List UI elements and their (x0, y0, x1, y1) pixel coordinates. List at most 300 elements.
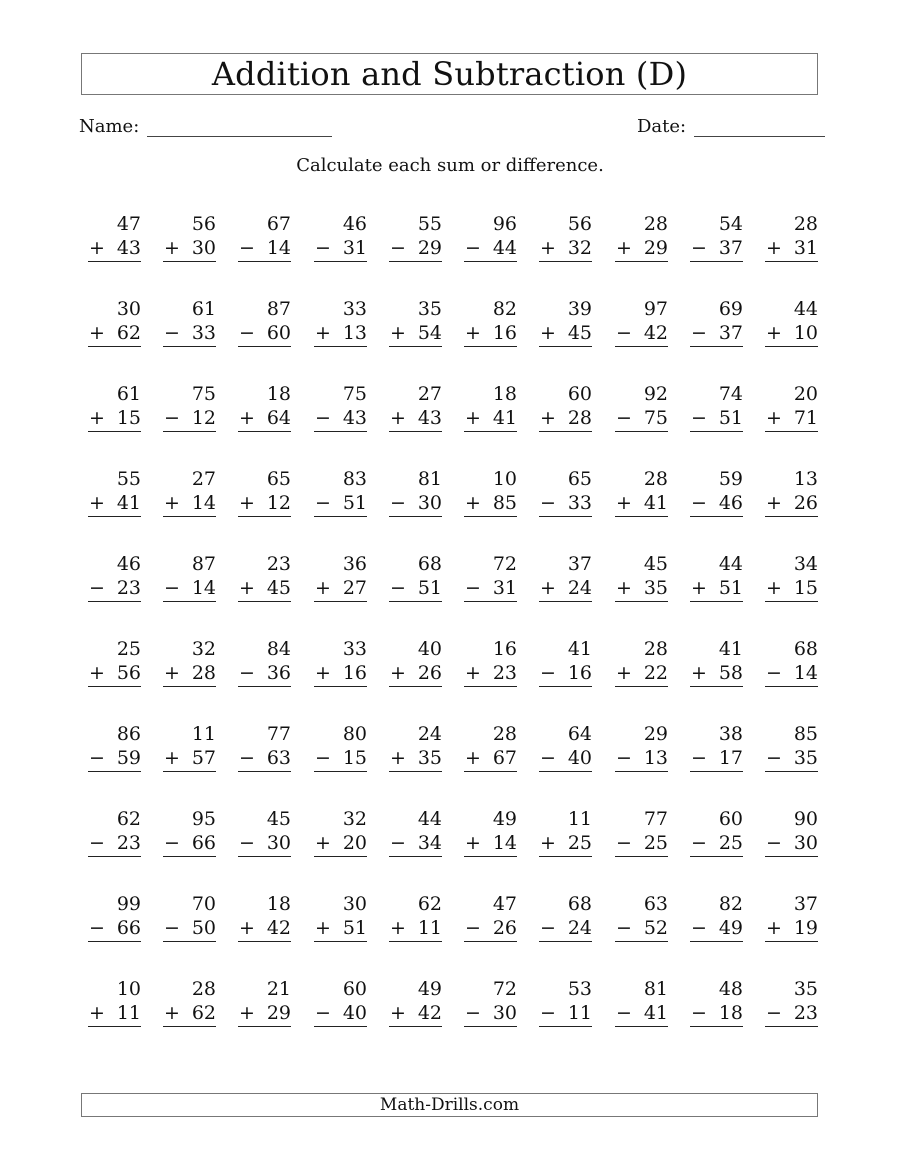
problem-top-number: 95 (191, 808, 216, 830)
problem-6-4 (314, 637, 367, 687)
problem-9-9 (690, 892, 743, 942)
problem-bottom-line (238, 831, 291, 857)
problem-top-number: 24 (417, 723, 442, 745)
problem-top-number: 44 (793, 298, 818, 320)
problem-bottom-number: 40 (567, 747, 592, 769)
problem-top-number: 74 (718, 383, 743, 405)
problem-bottom-line (615, 491, 668, 517)
problem-bottom-line (765, 916, 818, 942)
problem-8-8 (615, 807, 668, 857)
problem-top-number: 30 (116, 298, 141, 320)
problem-3-4 (314, 382, 367, 432)
problem-bottom-number: 36 (266, 662, 291, 684)
problem-5-3 (238, 552, 291, 602)
problem-bottom-number: 24 (567, 917, 592, 939)
problem-7-7 (539, 722, 592, 772)
problem-operator: + (766, 577, 782, 599)
problem-bottom-number: 25 (718, 832, 743, 854)
problem-operator: + (691, 662, 707, 684)
problem-bottom-line (464, 406, 517, 432)
problem-bottom-line (163, 916, 216, 942)
problem-top-number: 18 (492, 383, 517, 405)
problem-bottom-number: 85 (492, 492, 517, 514)
problem-4-1 (88, 467, 141, 517)
problem-top-number: 75 (191, 383, 216, 405)
problem-bottom-number: 28 (191, 662, 216, 684)
problem-operator: − (691, 832, 707, 854)
problem-bottom-line (238, 746, 291, 772)
problem-top-number: 61 (116, 383, 141, 405)
problem-bottom-number: 11 (116, 1002, 141, 1024)
problem-operator: + (465, 747, 481, 769)
problem-bottom-line (765, 491, 818, 517)
problem-bottom-line (539, 576, 592, 602)
problem-bottom-line (238, 236, 291, 262)
problem-top-number: 36 (342, 553, 367, 575)
problem-bottom-number: 75 (643, 407, 668, 429)
problem-top-number: 60 (567, 383, 592, 405)
problem-top-number: 28 (793, 213, 818, 235)
problem-bottom-line (163, 576, 216, 602)
problem-8-4 (314, 807, 367, 857)
problem-bottom-number: 46 (718, 492, 743, 514)
problem-top-number: 45 (266, 808, 291, 830)
problem-operator: + (465, 407, 481, 429)
problem-top-number: 45 (643, 553, 668, 575)
problem-operator: + (390, 1002, 406, 1024)
problem-top-number: 35 (793, 978, 818, 1000)
instructions: Calculate each sum or difference. (296, 155, 604, 176)
problem-3-3 (238, 382, 291, 432)
problem-bottom-line (314, 491, 367, 517)
problem-bottom-number: 23 (793, 1002, 818, 1024)
problem-bottom-line (464, 746, 517, 772)
problem-1-10 (765, 212, 818, 262)
problem-bottom-line (615, 406, 668, 432)
problem-bottom-line (389, 491, 442, 517)
problem-bottom-line (464, 576, 517, 602)
problem-top-number: 28 (492, 723, 517, 745)
problem-7-6 (464, 722, 517, 772)
problem-top-number: 34 (793, 553, 818, 575)
problem-2-4 (314, 297, 367, 347)
problem-bottom-number: 66 (116, 917, 141, 939)
problem-top-number: 23 (266, 553, 291, 575)
problem-bottom-number: 37 (718, 237, 743, 259)
problem-bottom-number: 63 (266, 747, 291, 769)
problem-top-number: 82 (718, 893, 743, 915)
problem-operator: + (540, 407, 556, 429)
problem-bottom-line (765, 406, 818, 432)
problem-3-8 (615, 382, 668, 432)
problem-operator: − (315, 492, 331, 514)
problem-bottom-line (539, 831, 592, 857)
problem-top-number: 90 (793, 808, 818, 830)
problem-operator: − (315, 237, 331, 259)
problem-top-number: 75 (342, 383, 367, 405)
problem-bottom-number: 11 (567, 1002, 592, 1024)
problem-top-number: 65 (567, 468, 592, 490)
problem-bottom-number: 26 (417, 662, 442, 684)
problem-10-8 (615, 977, 668, 1027)
problem-bottom-number: 30 (191, 237, 216, 259)
problem-6-10 (765, 637, 818, 687)
problem-bottom-line (690, 491, 743, 517)
problem-bottom-number: 29 (643, 237, 668, 259)
problem-operator: − (164, 322, 180, 344)
problem-top-number: 82 (492, 298, 517, 320)
problem-operator: + (315, 832, 331, 854)
problem-operator: + (390, 917, 406, 939)
problem-10-7 (539, 977, 592, 1027)
problem-bottom-line (238, 661, 291, 687)
problem-7-1 (88, 722, 141, 772)
problem-operator: + (390, 322, 406, 344)
problem-operator: − (766, 747, 782, 769)
problem-1-9 (690, 212, 743, 262)
problem-top-number: 55 (417, 213, 442, 235)
problem-operator: − (691, 492, 707, 514)
problem-bottom-number: 13 (342, 322, 367, 344)
problem-top-number: 85 (793, 723, 818, 745)
problem-top-number: 72 (492, 553, 517, 575)
problem-bottom-line (690, 661, 743, 687)
problem-operator: − (315, 407, 331, 429)
problem-bottom-line (690, 321, 743, 347)
problem-top-number: 35 (417, 298, 442, 320)
problem-bottom-number: 57 (191, 747, 216, 769)
problem-bottom-number: 14 (793, 662, 818, 684)
problem-bottom-line (163, 661, 216, 687)
problem-operator: + (616, 492, 632, 514)
problem-operator: − (691, 1002, 707, 1024)
problem-top-number: 60 (718, 808, 743, 830)
problem-operator: − (616, 917, 632, 939)
problem-7-2 (163, 722, 216, 772)
problem-5-6 (464, 552, 517, 602)
problem-top-number: 60 (342, 978, 367, 1000)
problem-bottom-line (163, 406, 216, 432)
problem-7-4 (314, 722, 367, 772)
problem-bottom-number: 52 (643, 917, 668, 939)
problem-top-number: 81 (643, 978, 668, 1000)
problem-5-8 (615, 552, 668, 602)
problem-bottom-line (88, 406, 141, 432)
problem-operator: + (390, 407, 406, 429)
problem-operator: + (89, 662, 105, 684)
problem-6-1 (88, 637, 141, 687)
problem-bottom-line (690, 236, 743, 262)
problem-bottom-number: 19 (793, 917, 818, 939)
problem-bottom-number: 25 (567, 832, 592, 854)
problem-operator: − (239, 237, 255, 259)
problem-operator: + (164, 747, 180, 769)
problem-bottom-number: 14 (191, 492, 216, 514)
problem-operator: − (540, 917, 556, 939)
problem-top-number: 18 (266, 383, 291, 405)
problem-10-1 (88, 977, 141, 1027)
problem-4-3 (238, 467, 291, 517)
problem-7-9 (690, 722, 743, 772)
problem-operator: + (465, 662, 481, 684)
problem-top-number: 99 (116, 893, 141, 915)
problem-bottom-line (163, 491, 216, 517)
problem-top-number: 28 (191, 978, 216, 1000)
problem-bottom-number: 56 (116, 662, 141, 684)
problem-1-3 (238, 212, 291, 262)
problem-operator: − (691, 917, 707, 939)
problem-4-2 (163, 467, 216, 517)
problem-1-7 (539, 212, 592, 262)
problem-bottom-line (389, 831, 442, 857)
problem-operator: − (315, 1002, 331, 1024)
problem-top-number: 97 (643, 298, 668, 320)
problem-2-1 (88, 297, 141, 347)
problem-operator: − (616, 407, 632, 429)
problem-bottom-line (163, 746, 216, 772)
problem-bottom-number: 51 (718, 577, 743, 599)
problem-top-number: 68 (567, 893, 592, 915)
problem-top-number: 67 (266, 213, 291, 235)
problem-10-3 (238, 977, 291, 1027)
problem-bottom-line (314, 236, 367, 262)
problem-4-5 (389, 467, 442, 517)
problem-top-number: 63 (643, 893, 668, 915)
problem-1-5 (389, 212, 442, 262)
problem-operator: + (315, 577, 331, 599)
problem-top-number: 11 (567, 808, 592, 830)
problem-top-number: 70 (191, 893, 216, 915)
problem-top-number: 39 (567, 298, 592, 320)
problem-top-number: 10 (492, 468, 517, 490)
problem-9-5 (389, 892, 442, 942)
footer-site: Math-Drills.com (379, 1095, 520, 1115)
problem-bottom-number: 49 (718, 917, 743, 939)
problem-bottom-number: 29 (266, 1002, 291, 1024)
problem-bottom-line (539, 916, 592, 942)
problem-bottom-line (88, 831, 141, 857)
date-label: Date: (637, 116, 687, 137)
problem-bottom-number: 27 (342, 577, 367, 599)
problem-operator: − (315, 747, 331, 769)
problem-bottom-number: 41 (643, 492, 668, 514)
problem-bottom-number: 67 (492, 747, 517, 769)
problem-bottom-number: 31 (492, 577, 517, 599)
problem-bottom-line (765, 236, 818, 262)
problem-operator: − (465, 577, 481, 599)
problem-bottom-line (464, 236, 517, 262)
problem-top-number: 68 (793, 638, 818, 660)
problem-bottom-number: 45 (567, 322, 592, 344)
problem-top-number: 84 (266, 638, 291, 660)
problem-operator: + (390, 747, 406, 769)
problem-bottom-line (539, 661, 592, 687)
problem-bottom-line (88, 1001, 141, 1027)
problem-bottom-line (464, 661, 517, 687)
problem-bottom-number: 33 (191, 322, 216, 344)
problem-bottom-number: 23 (492, 662, 517, 684)
problem-bottom-number: 35 (417, 747, 442, 769)
problem-operator: + (540, 577, 556, 599)
problem-top-number: 49 (417, 978, 442, 1000)
problem-operator: + (239, 1002, 255, 1024)
problem-top-number: 11 (191, 723, 216, 745)
problem-bottom-line (539, 321, 592, 347)
problem-operator: + (766, 237, 782, 259)
problem-operator: + (164, 237, 180, 259)
problem-top-number: 27 (417, 383, 442, 405)
problem-operator: − (691, 237, 707, 259)
problem-operator: − (239, 662, 255, 684)
problem-top-number: 20 (793, 383, 818, 405)
problem-2-5 (389, 297, 442, 347)
problem-bottom-line (314, 406, 367, 432)
problem-bottom-number: 10 (793, 322, 818, 344)
problem-top-number: 37 (793, 893, 818, 915)
problem-top-number: 40 (417, 638, 442, 660)
problem-operator: − (89, 832, 105, 854)
problem-bottom-number: 15 (116, 407, 141, 429)
problem-top-number: 49 (492, 808, 517, 830)
problem-5-5 (389, 552, 442, 602)
problem-bottom-line (389, 916, 442, 942)
problem-3-1 (88, 382, 141, 432)
problem-bottom-line (615, 576, 668, 602)
problem-top-number: 10 (116, 978, 141, 1000)
problem-bottom-line (690, 916, 743, 942)
problem-bottom-number: 30 (417, 492, 442, 514)
problem-operator: − (465, 917, 481, 939)
problem-top-number: 81 (417, 468, 442, 490)
problem-operator: − (390, 832, 406, 854)
problem-operator: + (89, 492, 105, 514)
problem-2-7 (539, 297, 592, 347)
problem-operator: + (239, 492, 255, 514)
problem-bottom-number: 17 (718, 747, 743, 769)
problem-8-10 (765, 807, 818, 857)
problem-bottom-line (539, 406, 592, 432)
problem-operator: + (766, 917, 782, 939)
problem-operator: + (315, 917, 331, 939)
problem-4-9 (690, 467, 743, 517)
problem-7-10 (765, 722, 818, 772)
problem-operator: − (164, 917, 180, 939)
problem-bottom-number: 14 (266, 237, 291, 259)
problem-bottom-line (615, 831, 668, 857)
problem-bottom-number: 15 (342, 747, 367, 769)
problem-top-number: 41 (718, 638, 743, 660)
problem-bottom-line (690, 746, 743, 772)
problem-5-4 (314, 552, 367, 602)
problem-operator: + (540, 832, 556, 854)
problem-bottom-number: 51 (342, 492, 367, 514)
problem-bottom-number: 59 (116, 747, 141, 769)
problem-bottom-number: 26 (793, 492, 818, 514)
problem-operator: + (239, 577, 255, 599)
problem-operator: − (390, 577, 406, 599)
problem-top-number: 47 (492, 893, 517, 915)
problem-bottom-line (464, 491, 517, 517)
problem-bottom-line (464, 321, 517, 347)
problem-top-number: 27 (191, 468, 216, 490)
problem-top-number: 87 (191, 553, 216, 575)
problem-top-number: 32 (342, 808, 367, 830)
problem-operator: + (390, 662, 406, 684)
problem-bottom-number: 14 (492, 832, 517, 854)
problem-bottom-line (238, 321, 291, 347)
problem-bottom-number: 26 (492, 917, 517, 939)
problem-bottom-line (88, 661, 141, 687)
problem-operator: + (89, 237, 105, 259)
problem-bottom-line (238, 406, 291, 432)
problem-bottom-line (539, 491, 592, 517)
problem-6-7 (539, 637, 592, 687)
problem-2-8 (615, 297, 668, 347)
problem-top-number: 77 (643, 808, 668, 830)
problem-bottom-line (690, 831, 743, 857)
problem-bottom-number: 43 (417, 407, 442, 429)
problem-top-number: 41 (567, 638, 592, 660)
problem-bottom-number: 14 (191, 577, 216, 599)
problem-operator: − (691, 747, 707, 769)
problem-3-9 (690, 382, 743, 432)
problem-bottom-number: 37 (718, 322, 743, 344)
problem-bottom-number: 32 (567, 237, 592, 259)
problem-bottom-line (539, 236, 592, 262)
problem-bottom-number: 16 (567, 662, 592, 684)
problem-operator: − (239, 747, 255, 769)
problem-bottom-number: 58 (718, 662, 743, 684)
problem-top-number: 59 (718, 468, 743, 490)
problem-8-7 (539, 807, 592, 857)
problem-bottom-number: 43 (116, 237, 141, 259)
problem-operator: + (766, 322, 782, 344)
problem-3-2 (163, 382, 216, 432)
problem-operator: − (540, 492, 556, 514)
problem-operator: + (164, 1002, 180, 1024)
problem-top-number: 56 (567, 213, 592, 235)
problem-10-9 (690, 977, 743, 1027)
problem-4-6 (464, 467, 517, 517)
problem-bottom-line (765, 661, 818, 687)
problem-bottom-line (88, 491, 141, 517)
problem-bottom-number: 16 (342, 662, 367, 684)
problem-10-10 (765, 977, 818, 1027)
problem-top-number: 29 (643, 723, 668, 745)
worksheet-title: Addition and Subtraction (D) (81, 53, 818, 95)
problem-operator: + (465, 832, 481, 854)
problem-9-2 (163, 892, 216, 942)
problem-bottom-line (615, 916, 668, 942)
problem-bottom-number: 40 (342, 1002, 367, 1024)
problem-operator: − (465, 237, 481, 259)
problem-operator: + (540, 322, 556, 344)
problem-bottom-line (615, 321, 668, 347)
problem-bottom-number: 35 (643, 577, 668, 599)
problem-top-number: 69 (718, 298, 743, 320)
problem-bottom-line (238, 576, 291, 602)
problem-2-10 (765, 297, 818, 347)
problem-top-number: 62 (417, 893, 442, 915)
problem-bottom-number: 23 (116, 577, 141, 599)
problem-10-4 (314, 977, 367, 1027)
problem-6-9 (690, 637, 743, 687)
problem-bottom-line (539, 1001, 592, 1027)
problem-top-number: 96 (492, 213, 517, 235)
problem-4-10 (765, 467, 818, 517)
problem-bottom-number: 45 (266, 577, 291, 599)
problem-operator: + (540, 237, 556, 259)
